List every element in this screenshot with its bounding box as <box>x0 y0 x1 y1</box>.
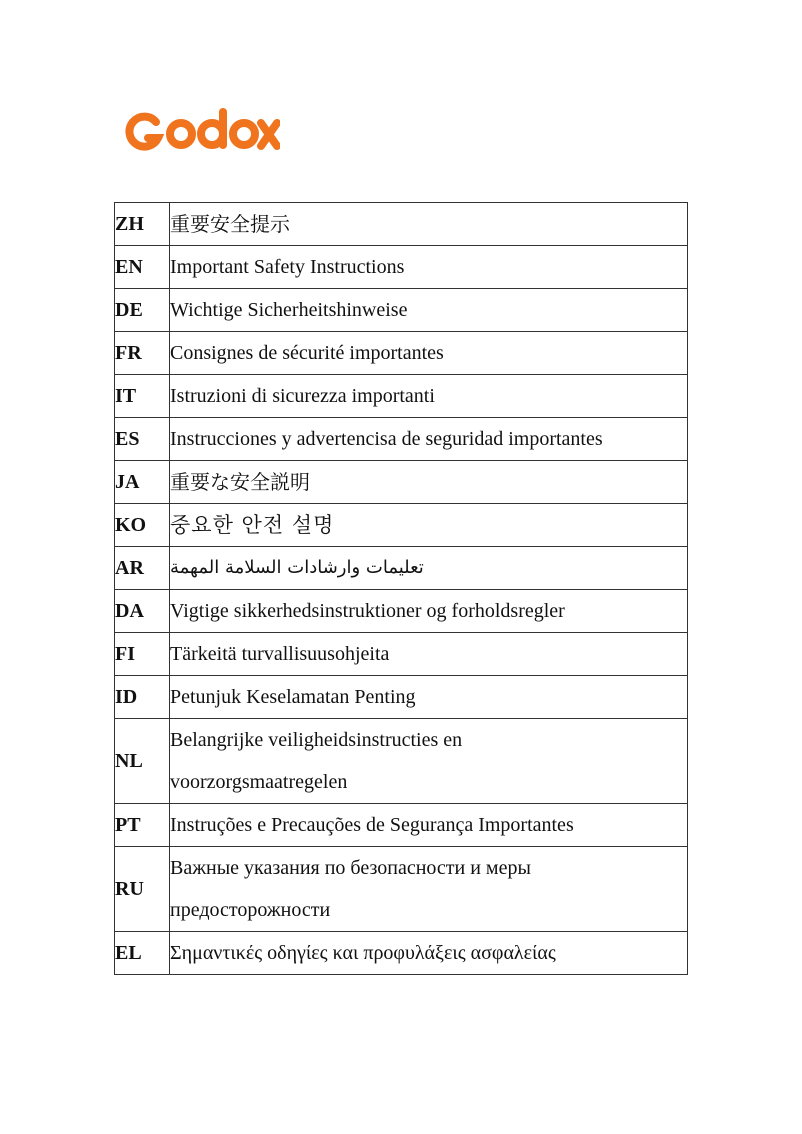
table-row <box>115 633 688 676</box>
language-title: Consignes de sécurité importantes <box>170 332 688 375</box>
table-row <box>115 461 688 504</box>
language-title: Wichtige Sicherheitshinweise <box>170 289 688 332</box>
language-title: Instruções e Precauções de Segurança Importantes <box>170 804 688 847</box>
language-code: ID <box>115 676 170 719</box>
table-row <box>115 289 688 332</box>
language-code: RU <box>115 847 170 932</box>
language-title: Belangrijke veiligheidsinstructies en voorzorgsmaatregelen <box>170 719 688 804</box>
language-title: Petunjuk Keselamatan Penting <box>170 676 688 719</box>
language-title: Важные указания по безопасности и меры предосторожности <box>170 847 688 932</box>
language-code: ZH <box>115 203 170 246</box>
language-code: KO <box>115 504 170 547</box>
language-code: EN <box>115 246 170 289</box>
language-title: 중요한 안전 설명 <box>170 504 688 547</box>
table-row <box>115 332 688 375</box>
language-code: PT <box>115 804 170 847</box>
language-title: 重要安全提示 <box>170 203 688 246</box>
language-title: Istruzioni di sicurezza importanti <box>170 375 688 418</box>
table-row <box>115 590 688 633</box>
table-row <box>115 203 688 246</box>
table-row <box>115 246 688 289</box>
table-row <box>115 804 688 847</box>
table-row <box>115 547 688 590</box>
language-code: AR <box>115 547 170 590</box>
language-code: DE <box>115 289 170 332</box>
table-row <box>115 847 688 932</box>
language-title: Instrucciones y advertencisa de seguridad importantes <box>170 418 688 461</box>
godox-logo-mark <box>120 108 280 154</box>
language-code: FI <box>115 633 170 676</box>
language-title: تعليمات وارشادات السلامة المهمة <box>170 547 688 590</box>
table-row <box>115 504 688 547</box>
language-title: Important Safety Instructions <box>170 246 688 289</box>
language-title: 重要な安全説明 <box>170 461 688 504</box>
language-title: Tärkeitä turvallisuusohjeita <box>170 633 688 676</box>
language-code: DA <box>115 590 170 633</box>
godox-logo <box>120 108 280 154</box>
table-row <box>115 375 688 418</box>
language-code: ES <box>115 418 170 461</box>
language-code: EL <box>115 932 170 975</box>
language-title: Vigtige sikkerhedsinstruktioner og forholdsregler <box>170 590 688 633</box>
language-title: Σημαντικές οδηγίες και προφυλάξεις ασφαλείας <box>170 932 688 975</box>
table-row <box>115 676 688 719</box>
language-code: JA <box>115 461 170 504</box>
language-code: IT <box>115 375 170 418</box>
table-row <box>115 932 688 975</box>
table-row <box>115 719 688 804</box>
language-table <box>114 202 688 975</box>
language-code: NL <box>115 719 170 804</box>
table-row <box>115 418 688 461</box>
language-code: FR <box>115 332 170 375</box>
